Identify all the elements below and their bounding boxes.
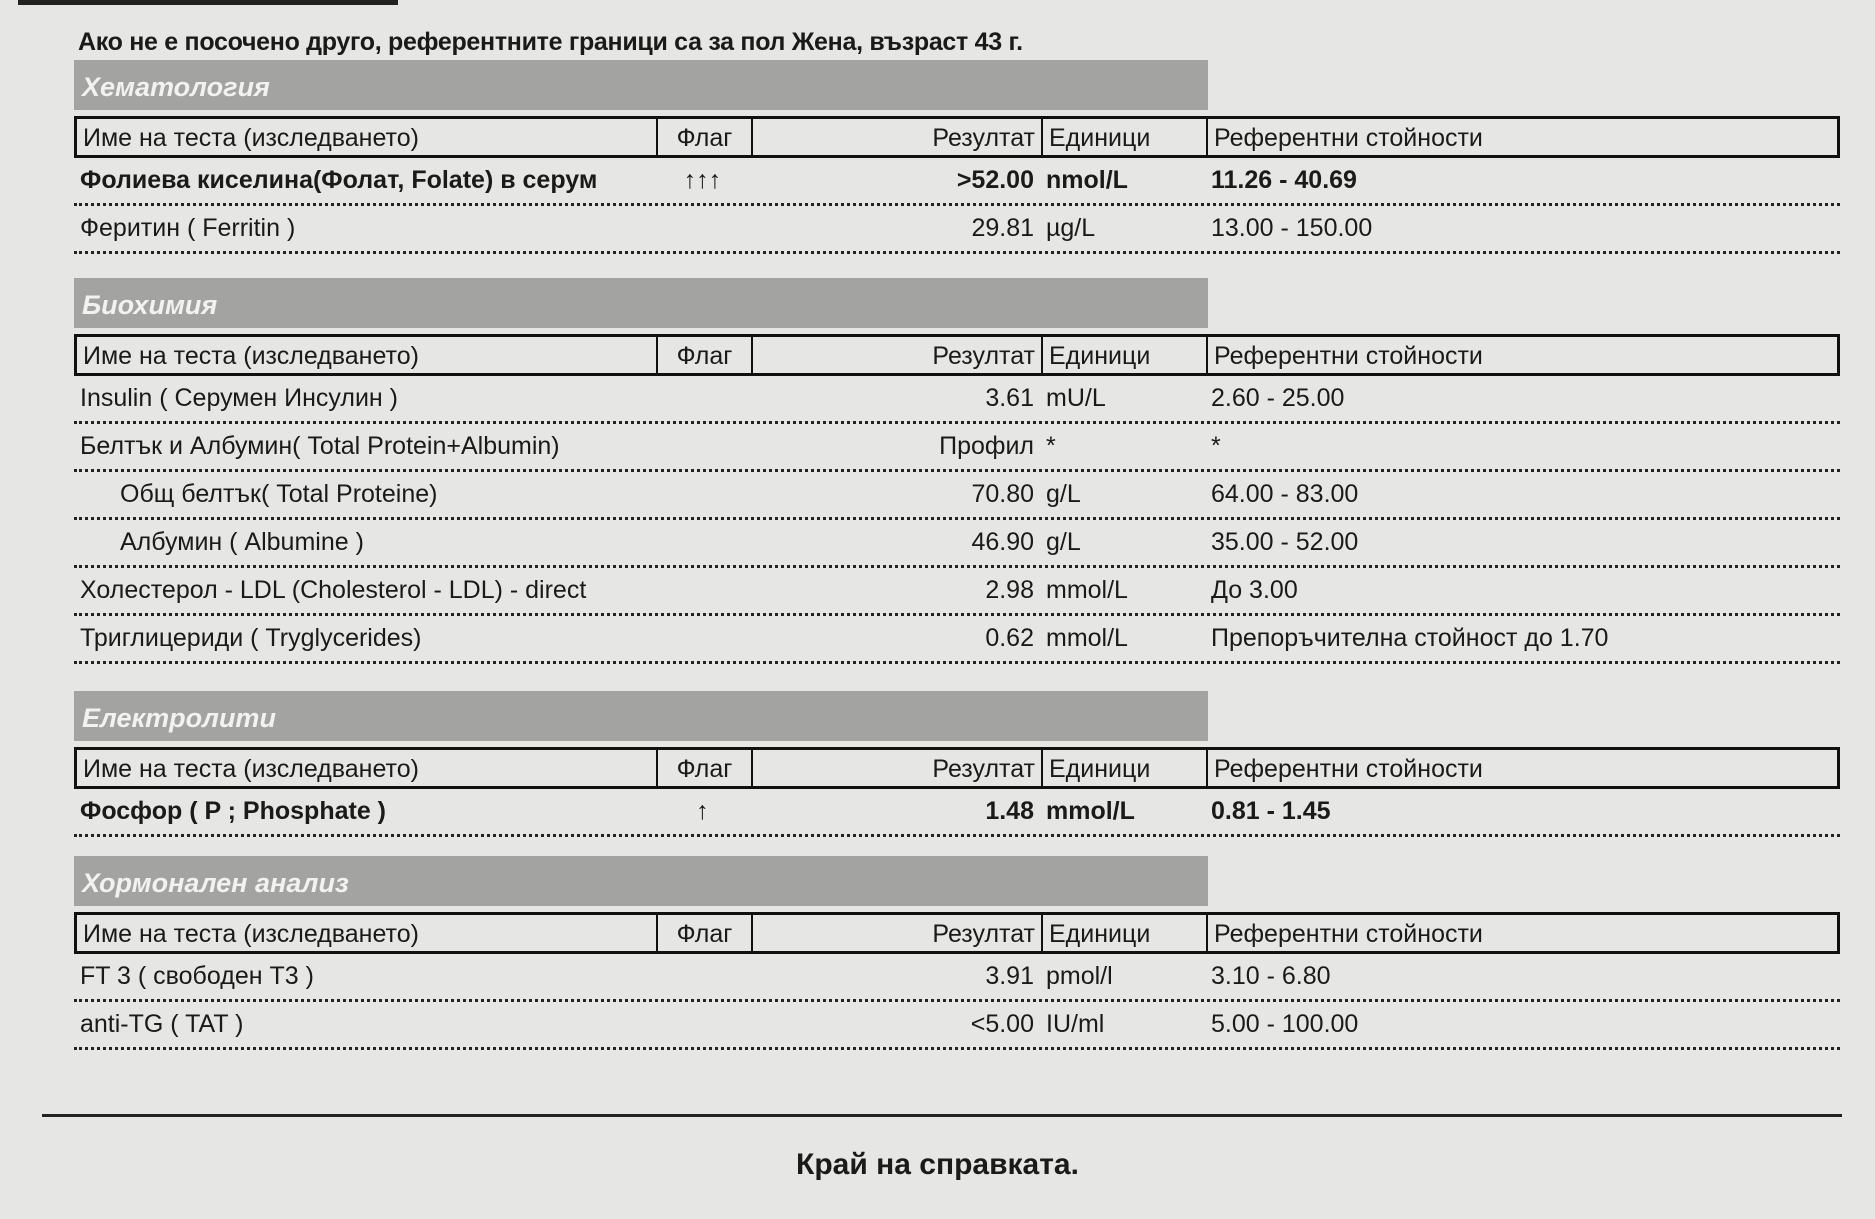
table-row [74,158,1840,206]
units: g/L [1046,528,1081,556]
table-row [74,472,1840,520]
reference-range: 2.60 - 25.00 [1211,384,1345,412]
table-header [74,747,1840,789]
reference-range: 13.00 - 150.00 [1211,214,1373,242]
table-row [74,616,1840,664]
reference-range: 5.00 - 100.00 [1211,1010,1359,1038]
header-flag: Флаг [658,915,753,951]
header-units: Единици [1043,119,1208,155]
reference-range: Препоръчителна стойност до 1.70 [1211,624,1609,652]
table-row [74,568,1840,616]
table-header [74,334,1840,376]
test-name: Албумин ( Albumine ) [120,528,364,556]
reference-range: 35.00 - 52.00 [1211,528,1359,556]
end-of-report: Край на справката. [796,1148,1079,1181]
units: g/L [1046,480,1081,508]
reference-range: 64.00 - 83.00 [1211,480,1359,508]
section-title: Биохимия [74,278,1208,328]
header-name: Име на теста (изследването) [77,915,658,951]
section-3 [74,691,1840,837]
reference-range: До 3.00 [1211,576,1298,604]
result-value: <5.00 [970,1010,1034,1038]
reference-range: * [1211,432,1221,460]
table-header [74,912,1840,954]
header-ref: Референтни стойности [1214,342,1483,370]
test-name: Фолиева киселина(Фолат, Folate) в серум [80,166,598,194]
result-value: >52.00 [956,166,1034,194]
test-name: anti-TG ( TAT ) [80,1010,244,1038]
result-value: 3.61 [985,384,1034,412]
bottom-rule [42,1114,1842,1117]
units: pmol/l [1046,962,1113,990]
section-title: Хормонален анализ [74,856,1208,906]
header-result: Резултат [753,915,1043,951]
result-value: Профил [939,432,1034,460]
result-value: 3.91 [985,962,1034,990]
test-name: Холестерол - LDL (Cholesterol - LDL) - direct [80,576,587,604]
table-row [74,789,1840,837]
header-result: Резултат [753,119,1043,155]
table-row [74,1002,1840,1050]
units: IU/ml [1046,1010,1105,1038]
section-4 [74,856,1840,1050]
test-name: Общ белтък( Total Proteine) [120,480,438,508]
header-result: Резултат [753,750,1043,786]
header-name: Име на теста (изследването) [77,119,658,155]
header-flag: Флаг [658,750,753,786]
test-name: Insulin ( Серумен Инсулин ) [80,384,398,412]
reference-note: Ако не е посочено друго, референтните граници са за пол Жена, възраст 43 г. [78,28,1023,56]
header-name: Име на теста (изследването) [77,337,658,373]
section-title: Хематология [74,60,1208,110]
header-flag: Флаг [658,337,753,373]
table-header [74,116,1840,158]
header-result: Резултат [753,337,1043,373]
result-value: 29.81 [971,214,1034,242]
test-name: Фосфор ( P ; Phosphate ) [80,797,386,825]
units: * [1046,432,1056,460]
table-row [74,424,1840,472]
reference-range: 11.26 - 40.69 [1211,166,1357,194]
table-row [74,206,1840,254]
units: mmol/L [1046,576,1128,604]
result-value: 2.98 [985,576,1034,604]
test-name: Феритин ( Ferritin ) [80,214,296,242]
flag-arrow-up-icon: ↑ [696,797,709,825]
units: µg/L [1046,214,1096,242]
result-value: 70.80 [971,480,1034,508]
section-2 [74,278,1840,664]
result-value: 46.90 [971,528,1034,556]
flag-arrow-up-icon: ↑↑↑ [683,166,722,194]
header-ref: Референтни стойности [1214,920,1483,948]
table-row [74,520,1840,568]
header-units: Единици [1043,337,1208,373]
units: mmol/L [1046,797,1135,825]
top-rule [18,0,398,5]
section-1 [74,60,1840,254]
test-name: Триглицериди ( Tryglycerides) [80,624,422,652]
units: nmol/L [1046,166,1128,194]
header-name: Име на теста (изследването) [77,750,658,786]
test-name: FT 3 ( свободен T3 ) [80,962,314,990]
table-row [74,954,1840,1002]
header-units: Единици [1043,915,1208,951]
test-name: Белтък и Албумин( Total Protein+Albumin) [80,432,560,460]
header-units: Единици [1043,750,1208,786]
header-ref: Референтни стойности [1214,124,1483,152]
reference-range: 0.81 - 1.45 [1211,797,1331,825]
result-value: 1.48 [985,797,1034,825]
reference-range: 3.10 - 6.80 [1211,962,1331,990]
header-flag: Флаг [658,119,753,155]
header-ref: Референтни стойности [1214,755,1483,783]
result-value: 0.62 [985,624,1034,652]
table-row [74,376,1840,424]
units: mmol/L [1046,624,1128,652]
section-title: Електролити [74,691,1208,741]
units: mU/L [1046,384,1106,412]
